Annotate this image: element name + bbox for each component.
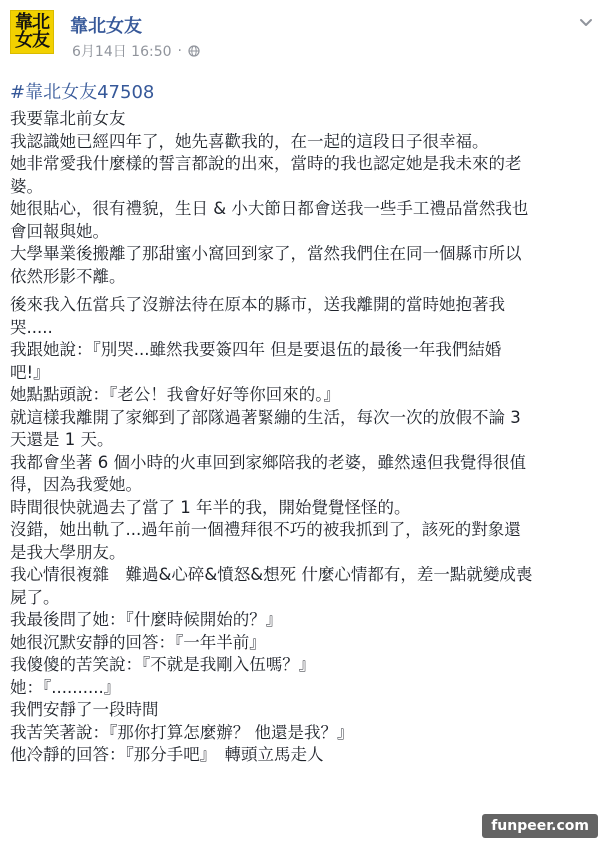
- text-line: 我心情很複雜 難過&心碎&憤怒&想死 什麼心情都有，差一點就變成喪: [10, 565, 533, 584]
- page-avatar[interactable]: [10, 10, 54, 54]
- text-line: 吧!』: [10, 362, 50, 382]
- text-line: 我苦笑著說：『那你打算怎麼辦？ 他還是我？』: [10, 722, 354, 742]
- text-line: 他冷靜的回答：『那分手吧』 轉頭立馬走人: [10, 745, 324, 764]
- post-timestamp[interactable]: 6月14日 16:50: [72, 44, 172, 60]
- text-line: 我要靠北前女友: [10, 109, 126, 128]
- text-line: 依然形影不離。: [10, 266, 126, 286]
- text-line: 大學畢業後搬離了那甜蜜小窩回到家了，當然我們住在同一個縣市所以: [10, 244, 522, 263]
- text-line: 時間很快就過去了當了 1 年半的我，開始覺覺怪怪的。: [10, 497, 411, 517]
- text-line: 屍了。: [10, 587, 60, 607]
- text-line: 是我大學朋友。: [10, 542, 126, 562]
- text-line: 我認識她已經四年了，她先喜歡我的，在一起的這段日子很幸福。: [10, 131, 489, 151]
- text-line: 她點點頭說：『老公！我會好好等你回來的。』: [10, 385, 340, 404]
- page-name[interactable]: 靠北女友: [70, 16, 142, 37]
- text-line: 她很沉默安靜的回答：『一年半前』: [10, 632, 266, 652]
- text-line: 我傻傻的苦笑說：『不就是我剛入伍嗎？』: [10, 655, 316, 674]
- text-line: 我跟她說：『別哭...雖然我要簽四年 但是要退伍的最後一年我們結婚: [10, 340, 502, 359]
- chevron-down-icon[interactable]: [578, 14, 594, 30]
- globe-icon[interactable]: [188, 45, 200, 57]
- text-line: 就這樣我離開了家鄉到了部隊過著緊繃的生活，每次一次的放假不論 3: [10, 407, 521, 427]
- text-line: 她很貼心，很有禮貌，生日 & 小大節日都會送我一些手工禮品當然我也: [10, 199, 529, 218]
- watermark: funpeer.com: [482, 814, 598, 838]
- paragraph-2: [10, 294, 598, 767]
- text-line: 我最後問了她：『什麼時候開始的？』: [10, 610, 283, 629]
- post-header: [8, 8, 600, 60]
- text-line: 天還是 1 天。: [10, 430, 114, 449]
- text-line: 她非常愛我什麼樣的誓言都說的出來，當時的我也認定她是我未來的老: [10, 154, 522, 173]
- post-body: [10, 108, 598, 767]
- text-line: 婆。: [10, 176, 43, 196]
- text-line: 我都會坐著 6 個小時的火車回到家鄉陪我的老婆，雖然遠但我覺得很值: [10, 452, 526, 472]
- post-meta: [72, 41, 200, 61]
- avatar-text-line1: 靠北: [15, 12, 49, 33]
- text-line: 後來我入伍當兵了沒辦法待在原本的縣市，送我離開的當時她抱著我: [10, 295, 505, 314]
- text-line: 哭.....: [10, 317, 53, 337]
- separator-dot: ·: [177, 43, 182, 59]
- hashtag-link[interactable]: #靠北女友47508: [10, 82, 155, 103]
- text-line: 我們安靜了一段時間: [10, 700, 159, 719]
- text-line: 沒錯，她出軌了...過年前一個禮拜很不巧的被我抓到了，該死的對象還: [10, 520, 521, 539]
- paragraph-1: [10, 108, 598, 288]
- avatar-text-line2: 女友: [15, 30, 49, 51]
- text-line: 會回報與她。: [10, 221, 109, 241]
- text-line: 她：『..........』: [10, 677, 121, 697]
- text-line: 得，因為我愛她。: [10, 475, 142, 494]
